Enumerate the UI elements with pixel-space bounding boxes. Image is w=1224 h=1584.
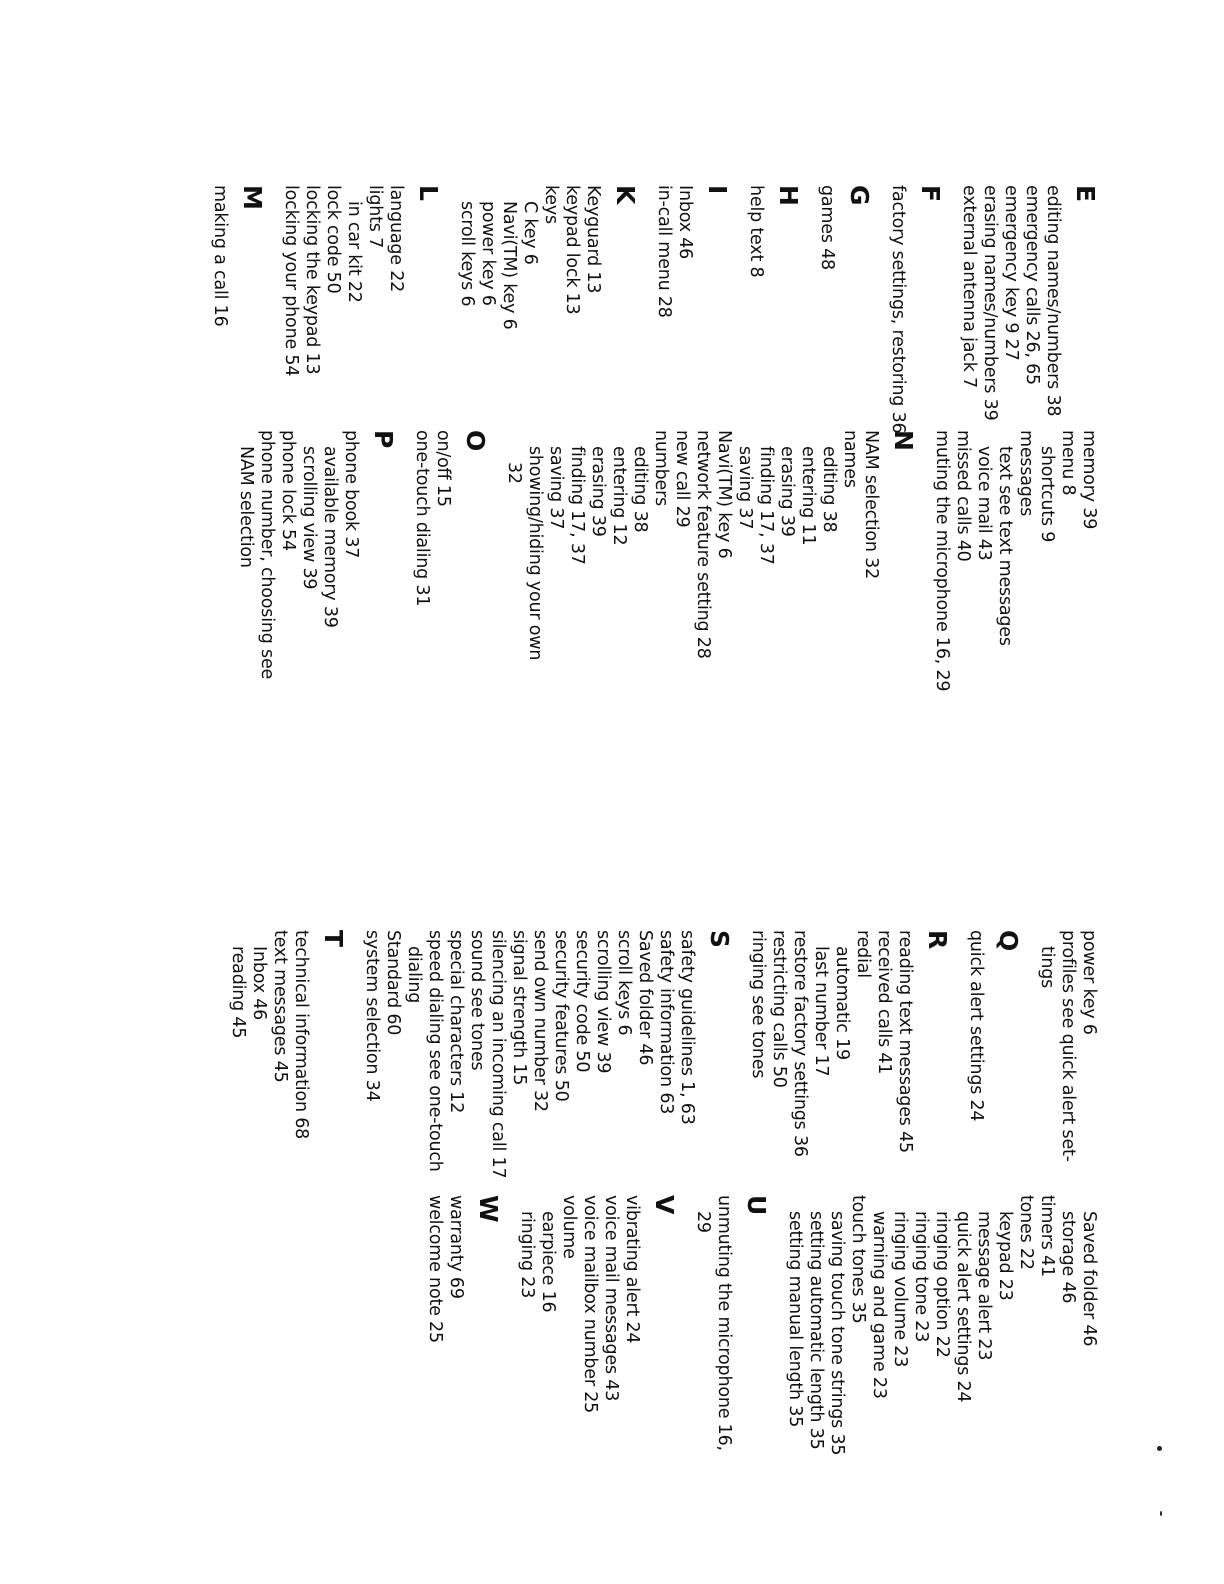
index-entry: numbers: [651, 430, 671, 507]
index-entry: menu 8: [1058, 430, 1078, 496]
index-entry: tones 22: [1016, 1195, 1036, 1270]
index-entry: signal strength 15: [509, 930, 529, 1086]
index-subentry: setting manual length 35: [785, 1211, 805, 1428]
index-subentry: power key 6: [478, 201, 498, 306]
index-entry: making a call 16: [210, 185, 230, 327]
index-subentry: entering 11: [798, 446, 818, 546]
index-entry: quick alert settings 24: [966, 930, 986, 1122]
index-entry: in-call menu 28: [654, 185, 674, 318]
index-entry: language 22: [386, 185, 406, 293]
index-entry: power key 6: [1079, 930, 1099, 1035]
index-entry: unmuting the microphone 16,: [714, 1195, 734, 1451]
section-letter-l: L: [414, 185, 443, 201]
index-subentry: erasing 39: [588, 446, 608, 537]
scan-speck: [1160, 1511, 1162, 1516]
index-subentry: entering 12: [609, 446, 629, 546]
index-subentry: ringing 23: [517, 1211, 537, 1299]
index-entry: keys: [541, 185, 561, 224]
section-letter-r: R: [923, 930, 952, 950]
scan-speck: [1157, 1446, 1162, 1451]
index-subentry: saving 37: [546, 446, 566, 530]
section-letter-i: I: [703, 185, 732, 195]
index-entry: touch tones 35: [848, 1195, 868, 1324]
index-entry: games 48: [817, 185, 837, 270]
index-entry: new call 29: [672, 430, 692, 528]
section-letter-o: O: [461, 430, 490, 452]
index-entry: silencing an incoming call 17: [488, 930, 508, 1179]
index-entry: phone lock 54: [278, 430, 298, 551]
section-letter-p: P: [369, 430, 398, 449]
index-subentry: C key 6: [520, 201, 540, 265]
index-subentry: 32: [504, 462, 524, 484]
index-entry: speed dialing see one-touch: [425, 930, 445, 1172]
section-letter-h: H: [774, 185, 803, 206]
index-subentry: automatic 19: [832, 946, 852, 1060]
index-subentry: earpiece 16: [538, 1211, 558, 1313]
index-entry: editing names/numbers 38: [1043, 185, 1063, 417]
index-subentry: editing 38: [819, 446, 839, 533]
index-subentry: showing/hiding your own: [525, 446, 545, 661]
index-subentry: quick alert settings 24: [953, 1211, 973, 1403]
index-entry: phone number, choosing see: [257, 430, 277, 680]
section-letter-s: S: [705, 930, 734, 948]
index-entry: vibrating alert 24: [622, 1195, 642, 1344]
section-letter-m: M: [238, 185, 267, 210]
section-letter-v: V: [650, 1195, 679, 1215]
index-entry: special characters 12: [446, 930, 466, 1114]
index-entry: restore factory settings 36: [790, 930, 810, 1157]
index-entry: voice mail messages 43: [601, 1195, 621, 1402]
index-entry: lights 7: [365, 185, 385, 248]
index-subentry: ringing option 22: [932, 1211, 952, 1358]
index-column-e-to-m: [209, 185, 1099, 445]
index-entry: warranty 69: [446, 1195, 466, 1299]
index-subentry: scroll keys 6: [457, 201, 477, 307]
section-letter-n: N: [889, 430, 918, 451]
index-subentry: finding 17, 37: [567, 446, 587, 565]
section-letter-k: K: [611, 185, 640, 205]
section-letter-u: U: [742, 1195, 771, 1216]
index-entry: voice mailbox number 25: [580, 1195, 600, 1414]
index-entry: timers 41: [1037, 1195, 1057, 1277]
index-subentry: keypad 23: [995, 1211, 1015, 1301]
index-entry: send own number 32: [530, 930, 550, 1112]
index-subentry: 29: [693, 1211, 713, 1233]
index-entry: keypad lock 13: [562, 185, 582, 315]
index-entry: ringing see tones: [748, 930, 768, 1079]
index-subentry: message alert 23: [974, 1211, 994, 1361]
index-subentry: available memory 39: [320, 446, 340, 628]
index-entry: restricting calls 50: [769, 930, 789, 1088]
index-entry: memory 39: [1079, 430, 1099, 530]
index-entry: Saved folder 46: [635, 930, 655, 1066]
index-entry: Standard 60: [383, 930, 403, 1036]
index-entry: welcome note 25: [425, 1195, 445, 1343]
index-entry: safety guidelines 1, 63: [677, 930, 697, 1125]
index-subentry: text see text messages: [995, 446, 1015, 646]
index-entry: NAM selection 32: [861, 430, 881, 580]
index-subentry: tings: [1037, 946, 1057, 989]
index-entry: help text 8: [746, 185, 766, 278]
section-letter-q: Q: [994, 930, 1023, 952]
index-subentry: last number 17: [811, 946, 831, 1077]
index-entry: security code 50: [572, 930, 592, 1073]
section-letter-w: W: [474, 1195, 503, 1223]
index-column-p-to-t: [227, 930, 1099, 1220]
index-subentry: NAM selection: [236, 446, 256, 568]
index-entry: profiles see quick alert set-: [1058, 930, 1078, 1162]
index-entry: on/off 15: [433, 430, 453, 507]
index-entry: emergency calls 26, 65: [1022, 185, 1042, 385]
index-entry: scrolling view 39: [593, 930, 613, 1074]
index-subentry: Saved folder 46: [1079, 1211, 1099, 1347]
section-letter-f: F: [916, 185, 945, 202]
index-subentry: dialing: [404, 946, 424, 1004]
index-subentry: saving touch tone strings 35: [827, 1211, 847, 1456]
index-subentry: warning and game 23: [869, 1211, 889, 1399]
index-subentry: saving 37: [735, 446, 755, 530]
index-subentry: shortcuts 9: [1037, 446, 1057, 543]
index-entry: muting the microphone 16, 29: [932, 430, 952, 692]
section-letter-e: E: [1071, 185, 1100, 202]
index-entry: technical information 68: [291, 930, 311, 1140]
index-entry: volume: [559, 1195, 579, 1259]
index-subentry: in car kit 22: [344, 201, 364, 303]
index-entry: Keyguard 13: [583, 185, 603, 294]
index-subentry: scrolling view 39: [299, 446, 319, 590]
index-subentry: finding 17, 37: [756, 446, 776, 565]
index-entry: phone book 37: [341, 430, 361, 559]
index-entry: security features 50: [551, 930, 571, 1102]
index-entry: names: [840, 430, 860, 488]
index-subentry: Navi(TM) key 6: [499, 201, 519, 330]
index-entry: sound see tones: [467, 930, 487, 1071]
index-subentry: editing 38: [630, 446, 650, 533]
index-entry: one-touch dialing 31: [412, 430, 432, 607]
index-subentry: erasing 39: [777, 446, 797, 537]
index-subentry: voice mail 43: [974, 446, 994, 561]
index-column-m-to-p: [235, 430, 1099, 700]
index-entry: erasing names/numbers 39: [980, 185, 1000, 421]
index-entry: missed calls 40: [953, 430, 973, 562]
index-subentry: storage 46: [1058, 1211, 1078, 1304]
index-entry: emergency key 9 27: [1001, 185, 1021, 361]
index-column-t-to-w: [424, 1195, 1099, 1485]
index-entry: factory settings, restoring 36: [888, 185, 908, 434]
index-subentry: Inbox 46: [249, 946, 269, 1021]
index-entry: network feature setting 28: [693, 430, 713, 659]
section-letter-g: G: [845, 185, 874, 206]
index-subentry: ringing volume 23: [890, 1211, 910, 1368]
index-entry: redial: [853, 930, 873, 978]
index-entry: text messages 45: [270, 930, 290, 1083]
index-entry: Navi(TM) key 6: [714, 430, 734, 559]
index-entry: messages: [1016, 430, 1036, 517]
index-entry: scroll keys 6: [614, 930, 634, 1036]
section-letter-t: T: [319, 930, 348, 947]
index-entry: locking the keypad 13: [302, 185, 322, 375]
index-entry: lock code 50: [323, 185, 343, 294]
index-entry: safety information 63: [656, 930, 676, 1115]
index-entry: locking your phone 54: [281, 185, 301, 377]
index-entry: Inbox 46: [675, 185, 695, 260]
index-subentry: ringing tone 23: [911, 1211, 931, 1343]
index-subentry: setting automatic length 35: [806, 1211, 826, 1450]
index-entry: reading text messages 45: [895, 930, 915, 1153]
index-subentry: reading 45: [228, 946, 248, 1039]
index-entry: system selection 34: [362, 930, 382, 1102]
index-entry: received calls 41: [874, 930, 894, 1075]
index-entry: external antenna jack 7: [959, 185, 979, 388]
